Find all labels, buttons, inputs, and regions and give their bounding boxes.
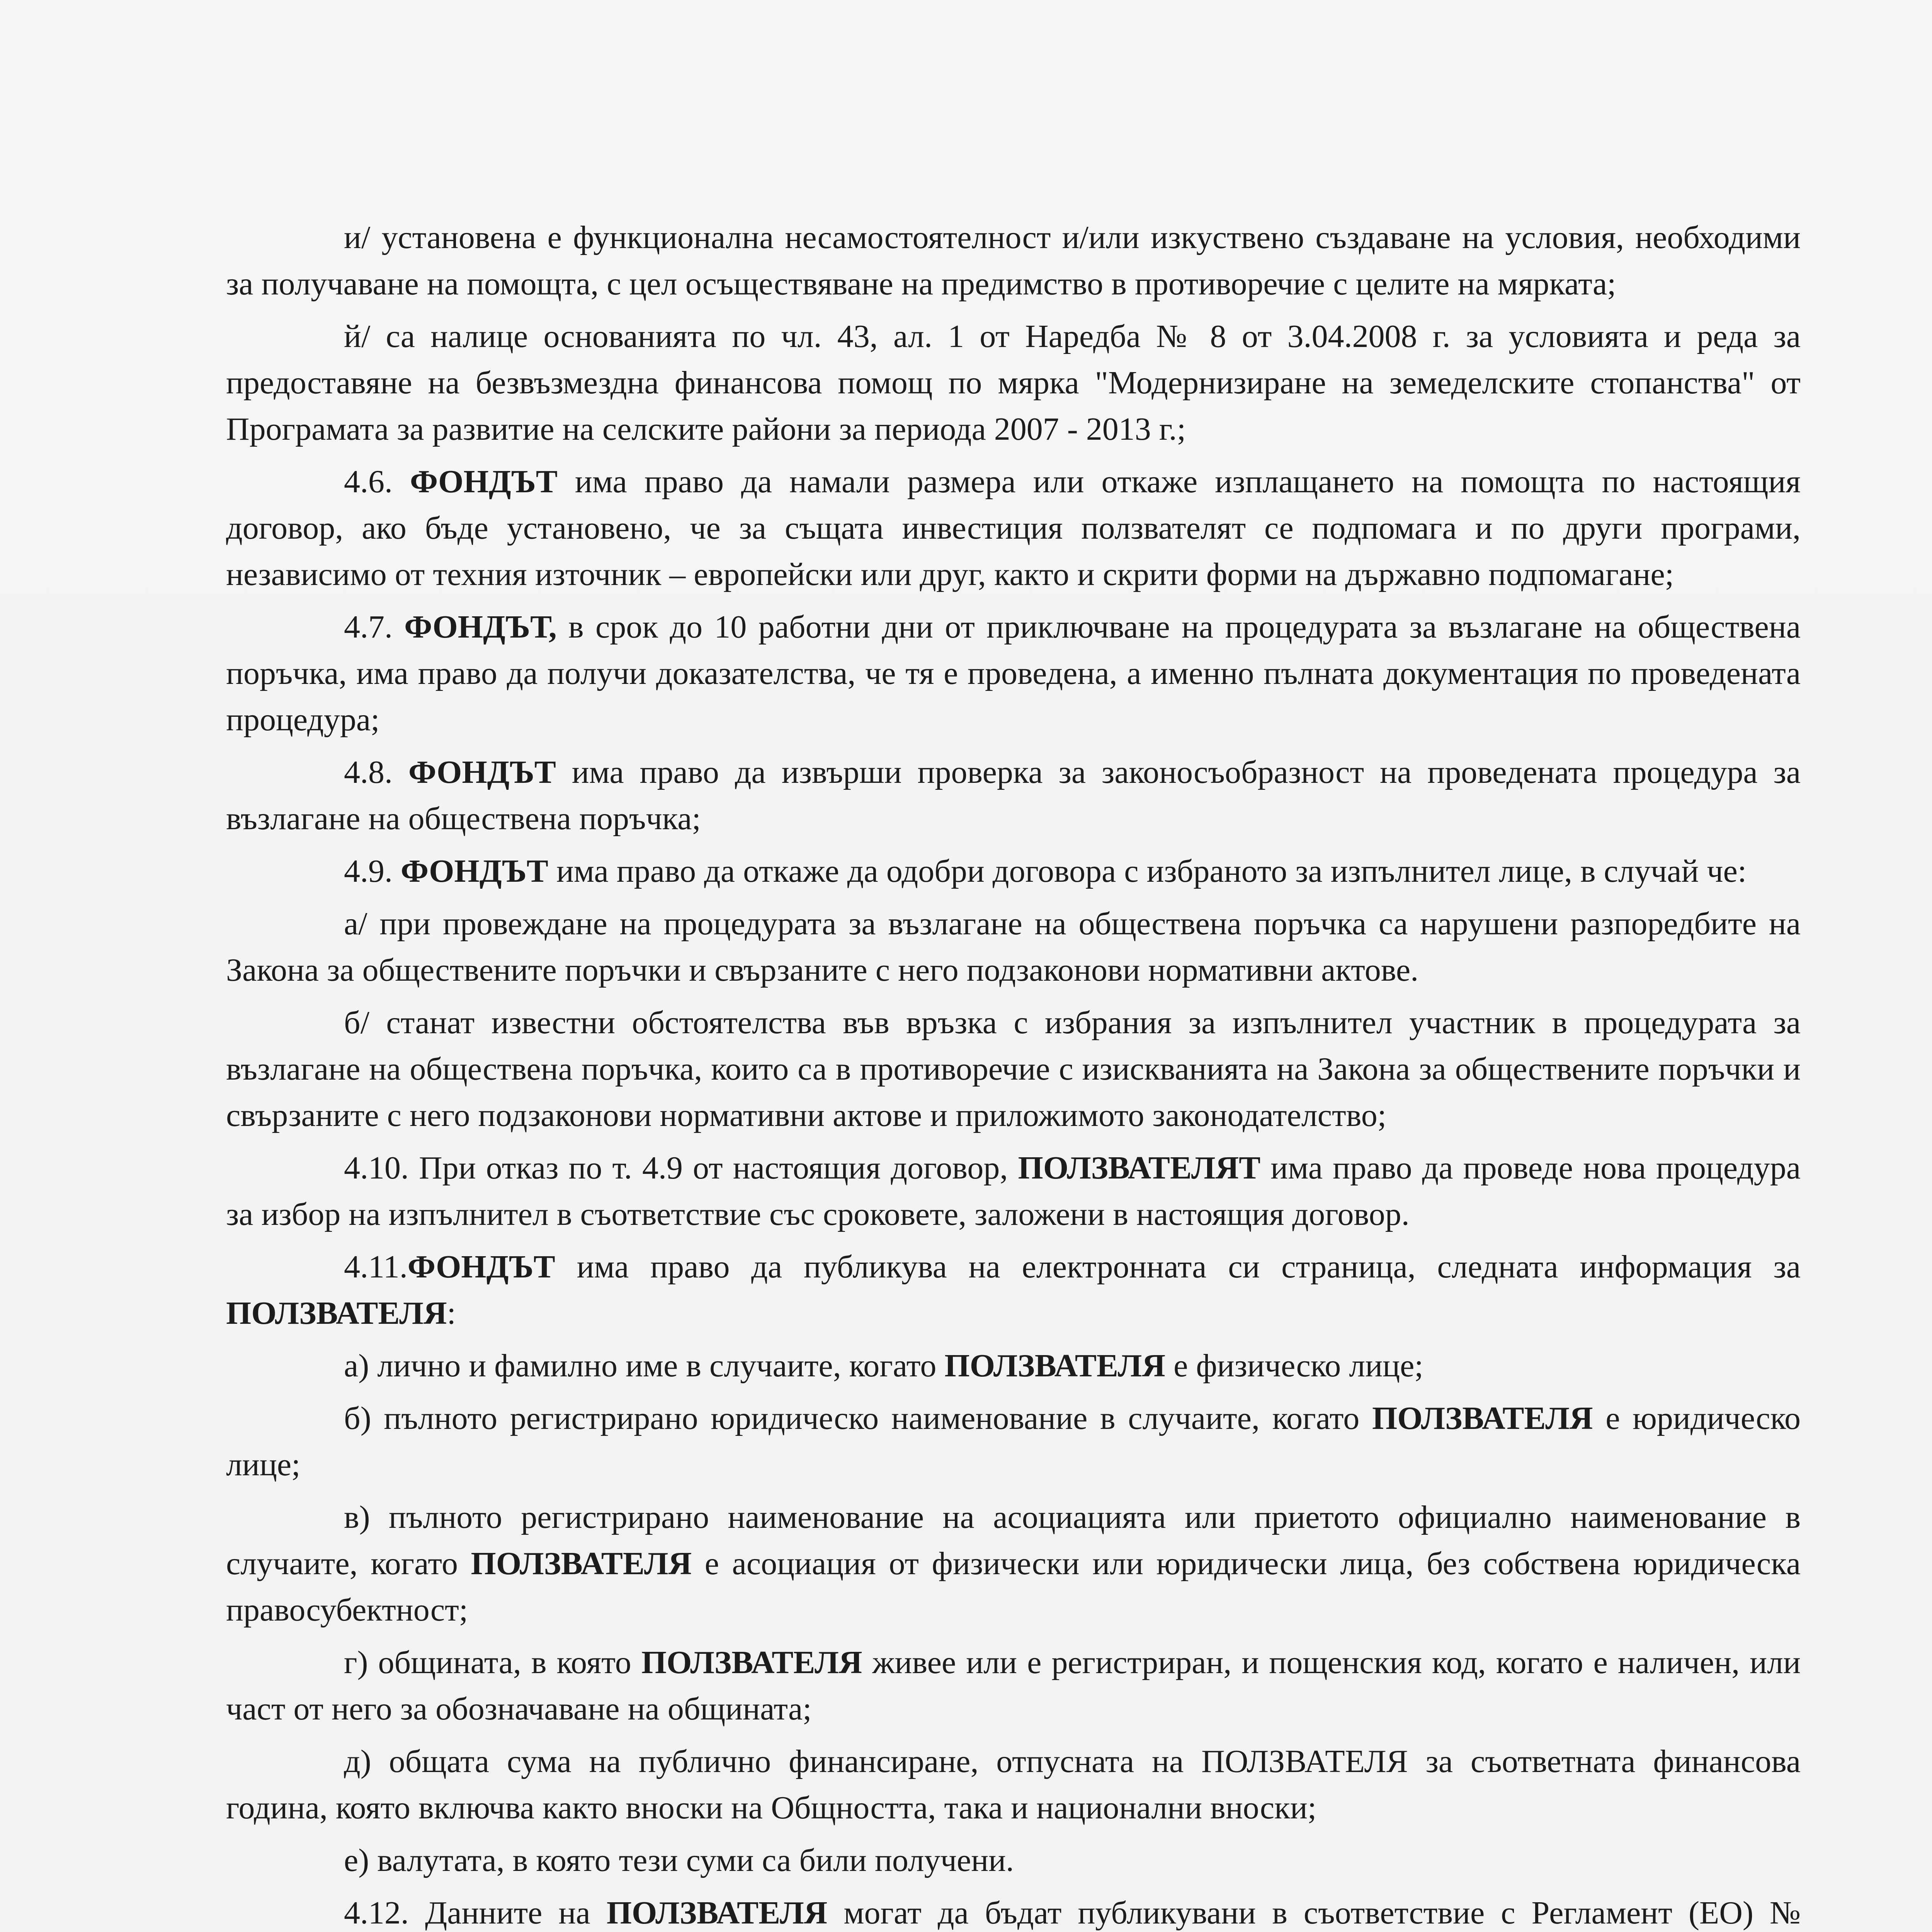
paragraph	[226, 459, 1801, 598]
paragraph-bold-text: ФОНДЪТ	[407, 1249, 555, 1285]
paragraph	[226, 604, 1801, 743]
paragraph-bold-text: ФОНДЪТ	[408, 754, 556, 790]
paragraph-bold-text: ПОЛЗВАТЕЛЯ	[471, 1546, 692, 1582]
paragraph-bold-text: ФОНДЪТ	[401, 853, 548, 889]
paragraph-text: 4.10. При отказ по т. 4.9 от настоящия договор,	[344, 1150, 1018, 1186]
paragraph	[226, 1890, 1801, 1932]
document-body	[226, 214, 1801, 1932]
paragraph-text: 4.11.	[344, 1249, 408, 1285]
paragraph-text: 4.7.	[344, 609, 405, 645]
paragraph-bold-text: ПОЛЗВАТЕЛЯТ	[1018, 1150, 1261, 1186]
paragraph-text: е юридическо лице;	[226, 1400, 1801, 1483]
paragraph-text: има право да публикува на електронната си страница, следната информация за	[555, 1249, 1801, 1285]
paragraph-text: в срок до 10 работни дни от приключване на процедурата за възлагане на обществена поръчка, има право да получи доказателства, че тя е проведена, а именно пълната документация по проведената процедура;	[226, 609, 1801, 738]
paragraph-text: е физическо лице;	[1165, 1348, 1423, 1384]
paragraph	[226, 749, 1801, 842]
paragraph-text: 4.12. Данните на	[344, 1895, 607, 1931]
paragraph	[226, 214, 1801, 307]
paragraph-text: й/ са налице основанията по чл. 43, ал. 1 от Наредба № 8 от 3.04.2008 г. за условията и реда за предоставяне на безвъзмездна финансова помощ по мярка "Модернизиране на земеделските стопанства" от Програмата за развитие на селските райони за периода 2007 - 2013 г.;	[226, 318, 1801, 447]
paragraph	[226, 1145, 1801, 1238]
paragraph-text: има право да откаже да одобри договора с избраното за изпълнител лице, в случай че:	[548, 853, 1747, 889]
paragraph-text: :	[447, 1295, 456, 1331]
paragraph	[226, 313, 1801, 452]
paragraph-text: има право да проведе нова процедура за избор на изпълнител в съответствие със сроковете, заложени в настоящия договор.	[226, 1150, 1801, 1232]
paragraph	[226, 901, 1801, 993]
paragraph	[226, 1343, 1801, 1389]
paragraph-text: 4.8.	[344, 754, 408, 790]
paragraph-text: има право да намали размера или откаже изплащането на помощта по настоящия договор, ако бъде установено, че за същата инвестиция ползвателят се подпомага и по други програми, независимо от техния източник – европейски или друг, както и скрити форми на държавно подпомагане;	[226, 464, 1801, 592]
paragraph-bold-text: ФОНДЪТ,	[404, 609, 557, 645]
paragraph	[226, 1639, 1801, 1732]
paragraph-text: в) пълното регистрирано наименование на асоциацията или приетото официално наименование в случаите, когато	[226, 1499, 1801, 1582]
paragraph-text: е) валутата, в която тези суми са били получени.	[344, 1842, 1014, 1878]
paragraph-bold-text: ПОЛЗВАТЕЛЯ	[226, 1295, 447, 1331]
paragraph-bold-text: ФОНДЪТ	[410, 464, 558, 500]
paragraph	[226, 848, 1801, 895]
paragraph-text: има право да извърши проверка за законосъобразност на проведената процедура за възлагане на обществена поръчка;	[226, 754, 1801, 837]
paragraph	[226, 1244, 1801, 1337]
paragraph-text: г) общината, в която	[344, 1645, 641, 1680]
paragraph-text: живее или е регистриран, и пощенския код, когато е наличен, или част от него за обозначаване на общината;	[226, 1645, 1801, 1727]
paragraph-text: б) пълното регистрирано юридическо наименование в случаите, когато	[344, 1400, 1372, 1436]
paragraph-bold-text: ПОЛЗВАТЕЛЯ	[641, 1645, 862, 1680]
paragraph-text: и/ установена е функционална несамостоятелност и/или изкуствено създаване на условия, необходими за получаване на помощта, с цел осъществяване на предимство в противоречие с целите на мярката;	[226, 219, 1801, 302]
paragraph-bold-text: ПОЛЗВАТЕЛЯ	[606, 1895, 828, 1931]
paragraph	[226, 1837, 1801, 1884]
paragraph-text: а) лично и фамилно име в случаите, когато	[344, 1348, 945, 1384]
paragraph-bold-text: ПОЛЗВАТЕЛЯ	[944, 1348, 1166, 1384]
paragraph-text: е асоциация от физически или юридически лица, без собствена юридическа правосубектност;	[226, 1546, 1801, 1628]
paragraph-text: а/ при провеждане на процедурата за възлагане на обществена поръчка са нарушени разпоредбите на Закона за обществените поръчки и свързаните с него подзаконови нормативни актове.	[226, 906, 1801, 988]
paragraph	[226, 1395, 1801, 1488]
paragraph	[226, 1000, 1801, 1139]
paragraph	[226, 1738, 1801, 1831]
paragraph-text: б/ станат известни обстоятелства във връзка с избрания за изпълнител участник в процедурата за възлагане на обществена поръчка, които са в противоречие с изискванията на Закона за обществените поръчки и свързаните с него подзаконови нормативни актове и приложимото законодателство;	[226, 1005, 1801, 1133]
paragraph-text: могат да бъдат публикувани в съответствие с Регламент (ЕО) №	[844, 1895, 1801, 1931]
paragraph-bold-text: ПОЛЗВАТЕЛЯ	[1372, 1400, 1593, 1436]
paragraph	[226, 1494, 1801, 1633]
paragraph-text: д) общата сума на публично финансиране, отпусната на ПОЛЗВАТЕЛЯ за съответната финансова година, която включва както вноски на Общността, така и национални вноски;	[226, 1743, 1801, 1826]
paragraph-text: 4.9.	[344, 853, 401, 889]
paragraph-text: 4.6.	[344, 464, 410, 500]
